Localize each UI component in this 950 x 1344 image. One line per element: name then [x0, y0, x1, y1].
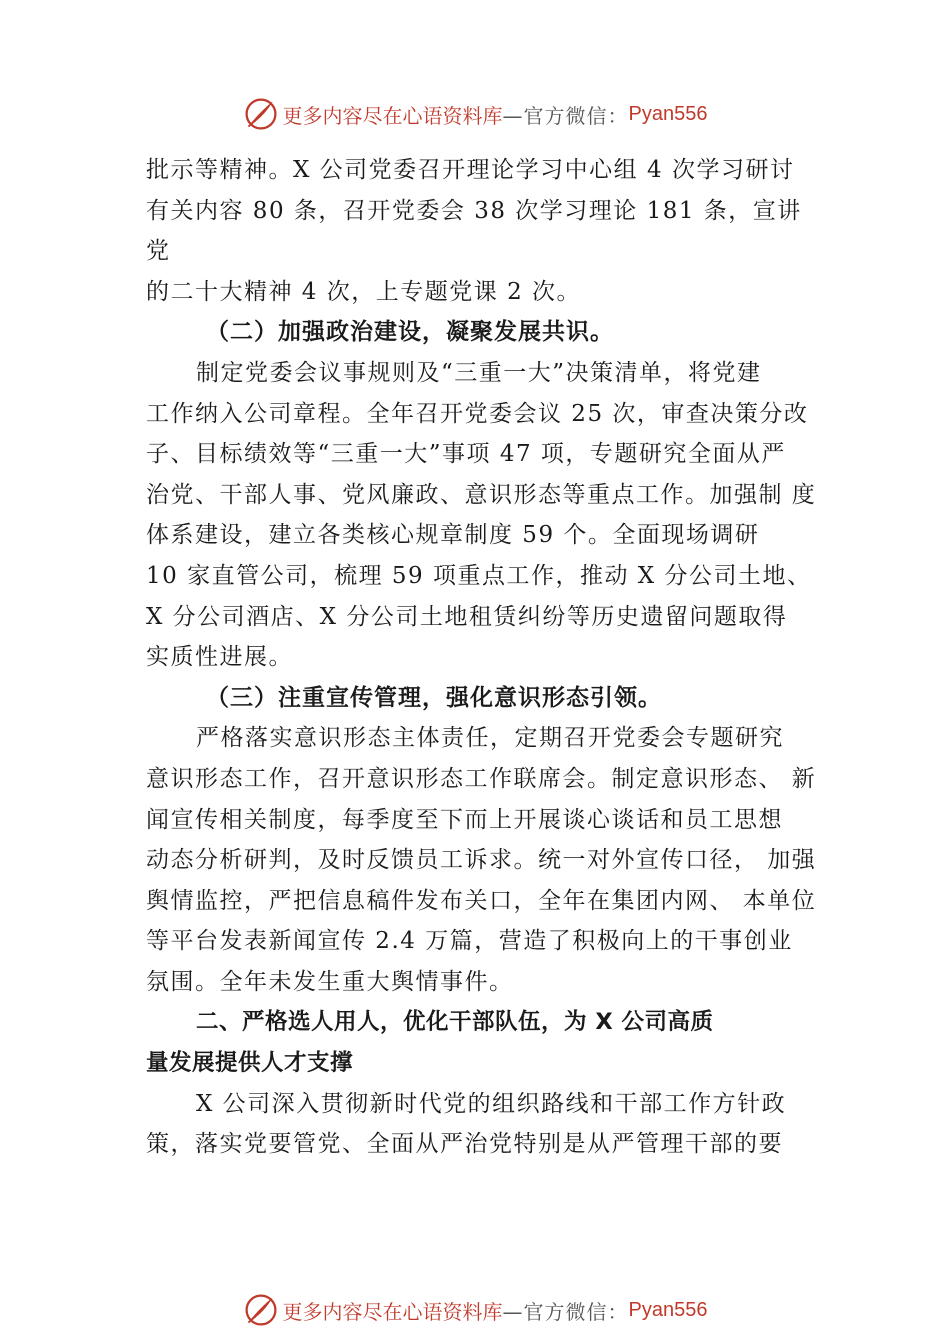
- text-line: 子、目标绩效等“三重一大”事项 47 项，专题研究全面从严: [146, 441, 786, 468]
- text-line: 等平台发表新闻宣传 2.4 万篇，营造了积极向上的干事创业: [146, 928, 793, 955]
- text-line: 批示等精神。X 公司党委召开理论学习中心组 4 次学习研讨: [146, 157, 795, 183]
- text-line: 实质性进展。: [146, 644, 293, 671]
- text-line: 工作纳入公司章程。全年召开党委会议 25 次，审查决策分改: [146, 400, 809, 427]
- quill-logo-icon: [243, 1292, 279, 1328]
- banner-main-text: 更多内容尽在心语资料库: [282, 1299, 503, 1324]
- text-line: 制定党委会议事规则及“三重一大”决策清单，将党建: [196, 359, 762, 386]
- text-line: 动态分析研判，及时反馈员工诉求。统一对外宣传口径， 加强: [146, 847, 817, 874]
- text-line: 体系建设，建立各类核心规章制度 59 个。全面现场调研: [146, 522, 760, 549]
- header-banner: [0, 94, 950, 134]
- text-line: 闻宣传相关制度，每季度至下而上开展谈心谈话和员工思想: [146, 806, 783, 833]
- paragraph-3: [146, 718, 816, 1002]
- text-line: X 分公司酒店、X 分公司土地租赁纠纷等历史遗留问题取得: [146, 603, 788, 630]
- text-line: 舆情监控，严把信息稿件发布关口，全年在集团内网、 本单位: [146, 887, 817, 914]
- paragraph-1: [146, 150, 816, 312]
- text-line: 意识形态工作，召开意识形态工作联席会。制定意识形态、 新: [146, 765, 817, 792]
- text-line: 氛围。全年未发生重大舆情事件。: [146, 968, 514, 995]
- text-line: 有关内容 80 条，召开党委会 38 次学习理论 181 条，宣讲: [146, 197, 802, 224]
- quill-logo-icon: [243, 96, 279, 132]
- heading-line: 量发展提供人才支撑: [146, 1050, 354, 1077]
- text-line: 严格落实意识形态主体责任，定期召开党委会专题研究: [196, 725, 784, 752]
- paragraph-4: [146, 1084, 816, 1165]
- text-line: 治党、干部人事、党风廉政、意识形态等重点工作。加强制 度: [146, 481, 817, 508]
- banner-sub-text: —官方微信：: [502, 1299, 629, 1324]
- banner-main-text: 更多内容尽在心语资料库: [282, 103, 503, 128]
- document-body: [146, 150, 816, 1165]
- section-heading-2: （二）加强政治建设，凝聚发展共识。: [206, 318, 614, 346]
- text-line: 10 家直管公司，梳理 59 项重点工作，推动 X 分公司土地、: [146, 562, 812, 589]
- text-line: X 公司深入贯彻新时代党的组织路线和干部工作方针政: [196, 1090, 787, 1117]
- paragraph-2: [146, 353, 816, 678]
- text-line: 策，落实党要管党、全面从严治党特别是从严管理干部的要: [146, 1131, 783, 1158]
- chapter-heading-2: [146, 1002, 816, 1083]
- heading-line: 二、严格选人用人，优化干部队伍，为 X 公司高质: [196, 1009, 714, 1036]
- banner-wechat-id: Pyan556: [628, 102, 708, 125]
- text-line: 的二十大精神 4 次，上专题党课 2 次。: [146, 278, 582, 305]
- text-line: 党: [146, 238, 171, 265]
- banner-wechat-id: Pyan556: [628, 1298, 708, 1321]
- section-heading-3: （三）注重宣传管理，强化意识形态引领。: [206, 683, 662, 711]
- footer-banner: [0, 1290, 950, 1330]
- banner-sub-text: —官方微信：: [502, 103, 629, 128]
